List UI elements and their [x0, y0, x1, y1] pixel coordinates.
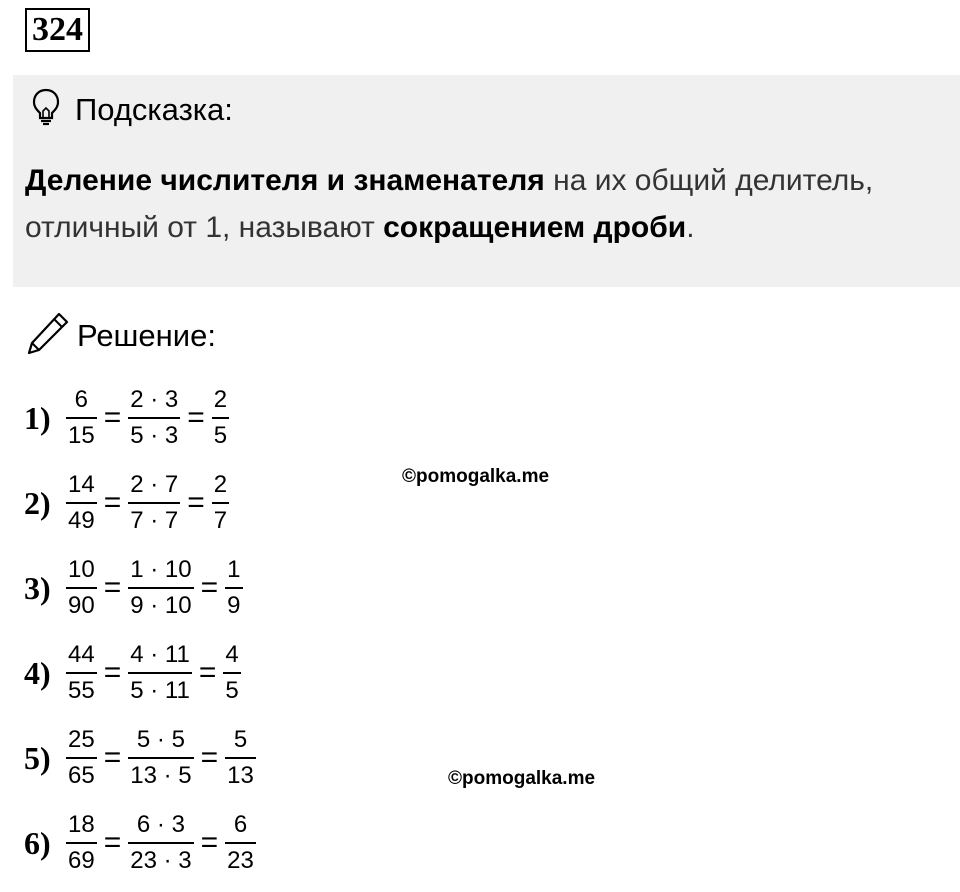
hint-text-part-1: на их общий делитель, отличный от 1, называют: [25, 164, 874, 244]
fraction: [66, 725, 97, 791]
hint-box: [13, 75, 960, 287]
denominator: 7: [213, 507, 228, 534]
solution-header: [25, 310, 216, 361]
numerator: 2: [213, 471, 228, 498]
fraction-bar: [66, 502, 97, 504]
row-label: 1): [24, 399, 51, 436]
numerator: 18: [68, 811, 95, 838]
solution-row: [24, 378, 231, 458]
fraction: [128, 470, 180, 536]
fraction-bar: [212, 502, 229, 504]
solution-row: [24, 633, 243, 713]
row-label: 5): [24, 739, 51, 776]
solution-row: [24, 548, 245, 628]
fraction: [66, 470, 97, 536]
numerator: 2 · 7: [130, 471, 179, 498]
equals-sign: =: [103, 741, 122, 774]
numerator: 6: [74, 386, 89, 413]
fraction: [225, 725, 256, 791]
fraction-bar: [223, 672, 240, 674]
denominator: 65: [68, 762, 95, 789]
fraction: [128, 555, 193, 621]
solution-row: [24, 803, 258, 883]
solution-title: Решение:: [77, 317, 216, 353]
fraction: [66, 640, 97, 706]
hint-header: [31, 87, 233, 132]
hint-bold-term-1: Деление числителя и знаменателя: [25, 164, 545, 197]
denominator: 9: [227, 592, 241, 619]
denominator: 15: [68, 422, 95, 449]
hint-bold-term-2: сокращением дроби: [383, 211, 687, 244]
fraction-bar: [225, 757, 256, 759]
denominator: 49: [68, 507, 95, 534]
watermark: ©pomogalka.me: [402, 466, 550, 487]
denominator: 5 · 3: [130, 422, 179, 449]
hint-title: Подсказка:: [75, 91, 233, 127]
fraction: [66, 385, 97, 451]
equals-sign: =: [200, 741, 219, 774]
fraction-bar: [128, 502, 180, 504]
denominator: 23 · 3: [130, 847, 192, 874]
fraction: [223, 640, 240, 706]
equals-sign: =: [200, 826, 219, 859]
fraction: [128, 385, 180, 451]
fraction: [66, 810, 97, 876]
hint-text-part-2: .: [686, 211, 695, 244]
equals-sign: =: [103, 571, 122, 604]
numerator: 4: [225, 641, 239, 668]
equals-sign: =: [198, 656, 217, 689]
solution-row: [24, 718, 258, 798]
numerator: 14: [68, 471, 95, 498]
numerator: 4 · 11: [130, 641, 190, 668]
equals-sign: =: [103, 401, 122, 434]
fraction-bar: [66, 417, 97, 419]
lightbulb-icon: [31, 87, 61, 132]
fraction: [225, 810, 256, 876]
fraction-bar: [128, 417, 180, 419]
fraction-bar: [128, 842, 193, 844]
numerator: 6 · 3: [136, 811, 185, 838]
numerator: 1 · 10: [130, 556, 192, 583]
fraction-bar: [66, 672, 97, 674]
numerator: 5: [233, 726, 248, 753]
numerator: 5 · 5: [136, 726, 185, 753]
equals-sign: =: [187, 486, 205, 519]
denominator: 69: [68, 847, 95, 874]
fraction: [212, 470, 229, 536]
denominator: 7 · 7: [130, 507, 179, 534]
denominator: 5: [213, 422, 228, 449]
fraction: [66, 555, 97, 621]
denominator: 9 · 10: [130, 592, 192, 619]
denominator: 5 · 11: [130, 677, 190, 704]
denominator: 13: [227, 762, 254, 789]
denominator: 23: [227, 847, 254, 874]
equals-sign: =: [187, 401, 205, 434]
fraction: [128, 725, 193, 791]
fraction: [128, 640, 192, 706]
pencil-icon: [25, 310, 71, 361]
denominator: 55: [68, 677, 95, 704]
fraction: [225, 555, 242, 621]
fraction-bar: [66, 842, 97, 844]
equals-sign: =: [103, 656, 122, 689]
numerator: 2 · 3: [130, 386, 179, 413]
numerator: 2: [213, 386, 228, 413]
fraction: [212, 385, 229, 451]
denominator: 90: [68, 592, 95, 619]
task-number: 324: [25, 8, 90, 52]
row-label: 2): [24, 484, 51, 521]
numerator: 25: [68, 726, 95, 753]
equals-sign: =: [200, 571, 219, 604]
numerator: 10: [68, 556, 95, 583]
row-label: 6): [24, 824, 51, 861]
fraction-bar: [225, 842, 256, 844]
equals-sign: =: [103, 486, 122, 519]
numerator: 1: [227, 556, 241, 583]
denominator: 13 · 5: [130, 762, 192, 789]
fraction-bar: [66, 757, 97, 759]
fraction-bar: [66, 587, 97, 589]
hint-text: [25, 157, 955, 251]
watermark: ©pomogalka.me: [448, 768, 596, 789]
fraction-bar: [225, 587, 242, 589]
fraction-bar: [128, 757, 193, 759]
denominator: 5: [225, 677, 239, 704]
numerator: 44: [68, 641, 95, 668]
numerator: 6: [233, 811, 248, 838]
fraction-bar: [212, 417, 229, 419]
fraction-bar: [128, 672, 192, 674]
fraction: [128, 810, 193, 876]
solution-row: [24, 463, 231, 543]
equals-sign: =: [103, 826, 122, 859]
row-label: 3): [24, 569, 51, 606]
row-label: 4): [24, 654, 51, 691]
fraction-bar: [128, 587, 193, 589]
